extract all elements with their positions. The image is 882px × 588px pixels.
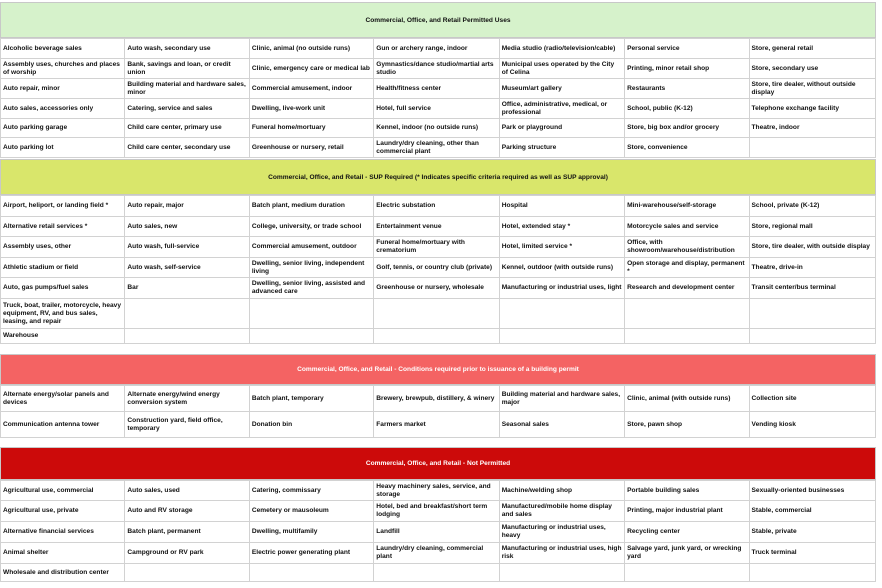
use-cell bbox=[625, 564, 749, 582]
use-cell: Manufacturing or industrial uses, light bbox=[499, 278, 624, 299]
use-cell: Building material and hardware sales, major bbox=[499, 386, 624, 412]
use-cell: Hospital bbox=[499, 196, 624, 217]
use-cell: Alternative financial services bbox=[1, 522, 125, 543]
use-cell: Dwelling, live-work unit bbox=[249, 99, 373, 119]
table-row bbox=[1, 299, 876, 329]
use-cell bbox=[625, 299, 749, 329]
use-cell: Auto, gas pumps/fuel sales bbox=[1, 278, 125, 299]
section-header-conditions bbox=[0, 354, 876, 385]
use-cell bbox=[125, 564, 249, 582]
use-cell: Stable, commercial bbox=[749, 501, 875, 522]
use-cell: Personal service bbox=[625, 39, 749, 59]
table-row bbox=[1, 237, 876, 258]
use-cell: Mini-warehouse/self-storage bbox=[625, 196, 749, 217]
use-cell: Auto wash, full-service bbox=[125, 237, 249, 258]
use-cell: Alternate energy/wind energy conversion system bbox=[125, 386, 249, 412]
use-cell: Funeral home/mortuary bbox=[249, 119, 373, 138]
use-cell: Restaurants bbox=[625, 79, 749, 99]
use-cell: Gymnastics/dance studio/martial arts studio bbox=[374, 59, 499, 79]
use-cell: College, university, or trade school bbox=[249, 217, 373, 237]
use-cell: Auto sales, new bbox=[125, 217, 249, 237]
use-cell: Electric power generating plant bbox=[249, 543, 373, 564]
use-cell: Batch plant, temporary bbox=[249, 386, 373, 412]
use-cell: Museum/art gallery bbox=[499, 79, 624, 99]
use-cell: Warehouse bbox=[1, 329, 125, 344]
use-cell: Open storage and display, permanent * bbox=[625, 258, 749, 278]
use-cell: Kennel, indoor (no outside runs) bbox=[374, 119, 499, 138]
not-permitted-table bbox=[0, 480, 876, 582]
use-cell: Truck terminal bbox=[749, 543, 875, 564]
use-cell: Store, big box and/or grocery bbox=[625, 119, 749, 138]
table-row bbox=[1, 258, 876, 278]
use-cell: Park or playground bbox=[499, 119, 624, 138]
table-row bbox=[1, 278, 876, 299]
use-cell: Batch plant, medium duration bbox=[249, 196, 373, 217]
use-cell: Store, regional mall bbox=[749, 217, 875, 237]
table-row bbox=[1, 481, 876, 501]
use-cell: Construction yard, field office, temporary bbox=[125, 412, 249, 438]
use-cell: Auto repair, minor bbox=[1, 79, 125, 99]
table-row bbox=[1, 59, 876, 79]
use-cell: Media studio (radio/television/cable) bbox=[499, 39, 624, 59]
use-cell bbox=[249, 564, 373, 582]
use-cell: Clinic, animal (with outside runs) bbox=[625, 386, 749, 412]
use-cell: Donation bin bbox=[249, 412, 373, 438]
table-row bbox=[1, 501, 876, 522]
use-cell: Greenhouse or nursery, wholesale bbox=[374, 278, 499, 299]
use-cell: Bank, savings and loan, or credit union bbox=[125, 59, 249, 79]
use-cell: Dwelling, multifamily bbox=[249, 522, 373, 543]
use-cell: Electric substation bbox=[374, 196, 499, 217]
use-cell: Alcoholic beverage sales bbox=[1, 39, 125, 59]
use-cell: Motorcycle sales and service bbox=[625, 217, 749, 237]
use-cell bbox=[749, 138, 875, 158]
use-cell: Alternative retail services * bbox=[1, 217, 125, 237]
use-cell: Child care center, secondary use bbox=[125, 138, 249, 158]
use-cell: Auto sales, used bbox=[125, 481, 249, 501]
use-cell: Machine/welding shop bbox=[499, 481, 624, 501]
use-cell: Hotel, bed and breakfast/short term lodging bbox=[374, 501, 499, 522]
table-row bbox=[1, 329, 876, 344]
use-cell: Parking structure bbox=[499, 138, 624, 158]
use-cell: Kennel, outdoor (with outside runs) bbox=[499, 258, 624, 278]
use-cell: Building material and hardware sales, minor bbox=[125, 79, 249, 99]
use-cell: Store, tire dealer, with outside display bbox=[749, 237, 875, 258]
use-cell: Commercial amusement, indoor bbox=[249, 79, 373, 99]
use-cell: Auto wash, self-service bbox=[125, 258, 249, 278]
use-cell: Office, with showroom/warehouse/distribution bbox=[625, 237, 749, 258]
conditions-table bbox=[0, 385, 876, 438]
use-cell bbox=[249, 299, 373, 329]
use-cell: Campground or RV park bbox=[125, 543, 249, 564]
table-row bbox=[1, 217, 876, 237]
use-cell: Printing, major industrial plant bbox=[625, 501, 749, 522]
use-cell: Hotel, limited service * bbox=[499, 237, 624, 258]
use-cell: Vending kiosk bbox=[749, 412, 875, 438]
table-row bbox=[1, 138, 876, 158]
section-header-permitted bbox=[0, 2, 876, 38]
use-cell: Manufacturing or industrial uses, heavy bbox=[499, 522, 624, 543]
use-cell: Recycling center bbox=[625, 522, 749, 543]
use-cell: Theatre, indoor bbox=[749, 119, 875, 138]
table-row bbox=[1, 564, 876, 582]
use-cell: Clinic, animal (no outside runs) bbox=[249, 39, 373, 59]
section-title: Commercial, Office, and Retail - SUP Required (* Indicates specific criteria required as well as SUP approval) bbox=[268, 173, 608, 181]
use-cell bbox=[749, 299, 875, 329]
use-cell: Entertainment venue bbox=[374, 217, 499, 237]
use-cell: Hotel, extended stay * bbox=[499, 217, 624, 237]
use-cell: Auto and RV storage bbox=[125, 501, 249, 522]
use-cell: Alternate energy/solar panels and devices bbox=[1, 386, 125, 412]
section-header-not-permitted bbox=[0, 447, 876, 480]
use-cell: Hotel, full service bbox=[374, 99, 499, 119]
use-cell: Agricultural use, commercial bbox=[1, 481, 125, 501]
use-cell bbox=[374, 329, 499, 344]
use-cell: Assembly uses, other bbox=[1, 237, 125, 258]
use-cell: Cemetery or mausoleum bbox=[249, 501, 373, 522]
use-cell: Wholesale and distribution center bbox=[1, 564, 125, 582]
use-cell bbox=[374, 299, 499, 329]
use-cell: Office, administrative, medical, or professional bbox=[499, 99, 624, 119]
table-row bbox=[1, 79, 876, 99]
use-cell bbox=[749, 564, 875, 582]
section-title: Commercial, Office, and Retail - Conditions required prior to issuance of a building permit bbox=[297, 366, 579, 373]
use-cell: Health/fitness center bbox=[374, 79, 499, 99]
use-cell: Gun or archery range, indoor bbox=[374, 39, 499, 59]
use-cell: Clinic, emergency care or medical lab bbox=[249, 59, 373, 79]
table-row bbox=[1, 543, 876, 564]
use-cell: Laundry/dry cleaning, commercial plant bbox=[374, 543, 499, 564]
use-cell bbox=[625, 329, 749, 344]
use-cell: Batch plant, permanent bbox=[125, 522, 249, 543]
use-cell: Salvage yard, junk yard, or wrecking yard bbox=[625, 543, 749, 564]
use-cell: Agricultural use, private bbox=[1, 501, 125, 522]
use-cell: Assembly uses, churches and places of worship bbox=[1, 59, 125, 79]
use-cell: Transit center/bus terminal bbox=[749, 278, 875, 299]
use-cell: Commercial amusement, outdoor bbox=[249, 237, 373, 258]
use-cell: Farmers market bbox=[374, 412, 499, 438]
use-cell: Truck, boat, trailer, motorcycle, heavy equipment, RV, and bus sales, leasing, and repair bbox=[1, 299, 125, 329]
use-cell: Catering, commissary bbox=[249, 481, 373, 501]
table-row bbox=[1, 522, 876, 543]
use-cell: School, public (K-12) bbox=[625, 99, 749, 119]
use-cell: Research and development center bbox=[625, 278, 749, 299]
use-cell: Telephone exchange facility bbox=[749, 99, 875, 119]
use-cell: Store, convenience bbox=[625, 138, 749, 158]
use-cell: Airport, heliport, or landing field * bbox=[1, 196, 125, 217]
use-cell: Store, general retail bbox=[749, 39, 875, 59]
permitted-uses-table bbox=[0, 38, 876, 158]
use-cell: Athletic stadium or field bbox=[1, 258, 125, 278]
use-cell: Auto parking garage bbox=[1, 119, 125, 138]
sup-required-table bbox=[0, 195, 876, 344]
section-header-sup-required bbox=[0, 159, 876, 195]
use-cell: Store, secondary use bbox=[749, 59, 875, 79]
section-title: Commercial, Office, and Retail - Not Permitted bbox=[365, 460, 511, 467]
table-row bbox=[1, 386, 876, 412]
section-title: Commercial, Office, and Retail Permitted Uses bbox=[365, 16, 511, 24]
use-cell: School, private (K-12) bbox=[749, 196, 875, 217]
use-cell: Brewery, brewpub, distillery, & winery bbox=[374, 386, 499, 412]
use-cell: Store, pawn shop bbox=[625, 412, 749, 438]
use-cell bbox=[125, 329, 249, 344]
table-row bbox=[1, 39, 876, 59]
table-row bbox=[1, 99, 876, 119]
use-cell: Stable, private bbox=[749, 522, 875, 543]
use-cell bbox=[499, 299, 624, 329]
use-cell: Printing, minor retail shop bbox=[625, 59, 749, 79]
use-cell: Golf, tennis, or country club (private) bbox=[374, 258, 499, 278]
use-cell bbox=[125, 299, 249, 329]
use-cell: Greenhouse or nursery, retail bbox=[249, 138, 373, 158]
use-cell: Manufacturing or industrial uses, high risk bbox=[499, 543, 624, 564]
table-row bbox=[1, 196, 876, 217]
use-cell: Municipal uses operated by the City of Celina bbox=[499, 59, 624, 79]
use-cell: Auto wash, secondary use bbox=[125, 39, 249, 59]
use-cell: Catering, service and sales bbox=[125, 99, 249, 119]
use-cell: Communication antenna tower bbox=[1, 412, 125, 438]
use-cell: Portable building sales bbox=[625, 481, 749, 501]
use-cell: Dwelling, senior living, assisted and advanced care bbox=[249, 278, 373, 299]
use-cell: Theatre, drive-in bbox=[749, 258, 875, 278]
use-cell: Collection site bbox=[749, 386, 875, 412]
use-cell: Auto sales, accessories only bbox=[1, 99, 125, 119]
use-cell bbox=[499, 564, 624, 582]
use-cell bbox=[374, 564, 499, 582]
use-cell bbox=[499, 329, 624, 344]
use-cell: Manufactured/mobile home display and sales bbox=[499, 501, 624, 522]
use-cell: Sexually-oriented businesses bbox=[749, 481, 875, 501]
use-cell: Auto repair, major bbox=[125, 196, 249, 217]
use-cell: Auto parking lot bbox=[1, 138, 125, 158]
use-cell bbox=[749, 329, 875, 344]
use-cell: Dwelling, senior living, independent living bbox=[249, 258, 373, 278]
use-cell: Seasonal sales bbox=[499, 412, 624, 438]
use-cell: Heavy machinery sales, service, and storage bbox=[374, 481, 499, 501]
use-cell: Landfill bbox=[374, 522, 499, 543]
table-row bbox=[1, 412, 876, 438]
use-cell: Animal shelter bbox=[1, 543, 125, 564]
use-cell bbox=[249, 329, 373, 344]
use-cell: Child care center, primary use bbox=[125, 119, 249, 138]
use-cell: Store, tire dealer, without outside display bbox=[749, 79, 875, 99]
use-cell: Laundry/dry cleaning, other than commercial plant bbox=[374, 138, 499, 158]
use-cell: Bar bbox=[125, 278, 249, 299]
table-row bbox=[1, 119, 876, 138]
use-cell: Funeral home/mortuary with crematorium bbox=[374, 237, 499, 258]
